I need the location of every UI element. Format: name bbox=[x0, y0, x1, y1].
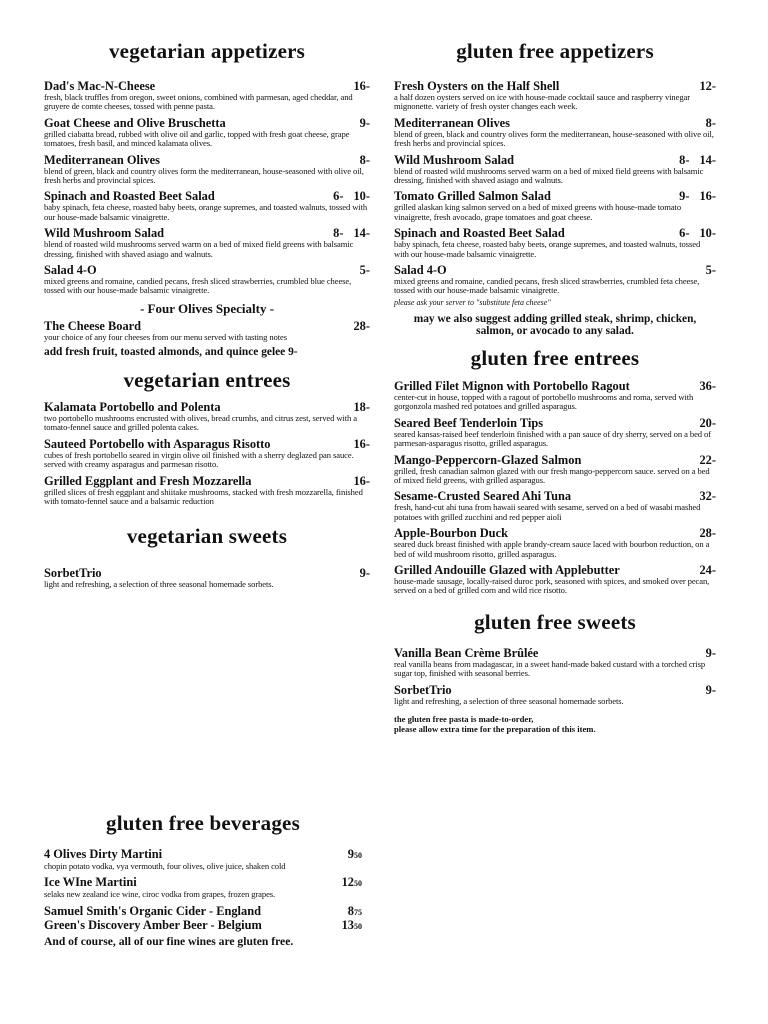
price-value: 5- bbox=[359, 263, 370, 278]
item-name: Fresh Oysters on the Half Shell bbox=[394, 79, 560, 93]
item-description: grilled, fresh canadian salmon glazed with our fresh mango-peppercorn sauce. served on a bed of mixed field greens, with grilled asparagus. bbox=[394, 465, 710, 486]
item-name: Mango-Peppercorn-Glazed Salmon bbox=[394, 452, 582, 467]
menu-item bbox=[394, 454, 716, 486]
price-value-large: 10- bbox=[699, 226, 716, 241]
item-price bbox=[342, 848, 362, 862]
item-price bbox=[673, 154, 716, 167]
menu-item bbox=[44, 919, 362, 933]
item-price bbox=[693, 380, 716, 393]
item-price bbox=[693, 417, 716, 430]
menu-item-list bbox=[44, 848, 362, 933]
section-heading: vegetarian appetizers bbox=[108, 39, 306, 63]
item-price bbox=[347, 438, 370, 451]
item-price bbox=[693, 80, 716, 93]
item-name: Dad's Mac-N-Cheese bbox=[44, 79, 156, 93]
price-cents: 50 bbox=[354, 879, 362, 889]
menu-item-list bbox=[44, 80, 370, 296]
menu-item bbox=[44, 848, 362, 871]
section-veg-appetizers bbox=[44, 38, 370, 359]
item-price bbox=[700, 264, 716, 277]
section-veg-entrees bbox=[44, 367, 370, 511]
price-value: 6- bbox=[333, 189, 344, 204]
menu-item-list bbox=[394, 80, 716, 307]
section-gf-entrees bbox=[394, 345, 716, 601]
item-name: 4 Olives Dirty Martini bbox=[44, 847, 163, 861]
item-price: 28- bbox=[353, 318, 370, 333]
menu-item bbox=[394, 117, 716, 149]
price-value: 9- bbox=[359, 115, 370, 130]
item-name: Tomato Grilled Salmon Salad bbox=[394, 189, 551, 204]
price-cents: 50 bbox=[354, 851, 362, 860]
menu-item bbox=[44, 567, 370, 589]
menu-item bbox=[44, 876, 362, 899]
menu-item bbox=[394, 564, 716, 596]
item-name: Spinach and Roasted Beet Salad bbox=[44, 189, 215, 204]
menu-item bbox=[394, 154, 716, 186]
section-gf-sweets bbox=[394, 609, 716, 734]
item-name: Ice WIne Martini bbox=[44, 875, 137, 890]
item-description: real vanilla beans from madagascar, in a sweet hand-made baked custard with a torched crisp sugar top, finished with seasonal berries. bbox=[394, 659, 706, 679]
item-price bbox=[354, 567, 370, 580]
price-value-large: 10- bbox=[353, 189, 370, 204]
item-name: Grilled Andouille Glazed with Applebutter bbox=[394, 563, 620, 578]
item-description: mixed greens and romaine, candied pecans, fresh sliced strawberries, crumbled feta cheese, tossed with our house-made balsamic vinaigrette. bbox=[394, 276, 700, 296]
price-value: 5- bbox=[705, 263, 716, 278]
price-value-large: 14- bbox=[699, 152, 716, 167]
item-description: blend of green, black and country olives form the mediterranean, house-seasoned with olive oil, fresh herbs and provincial spices. bbox=[394, 128, 714, 149]
menu-item bbox=[394, 527, 716, 559]
item-name: Seared Beef Tenderloin Tips bbox=[394, 415, 544, 430]
price-value: 9- bbox=[705, 682, 716, 697]
menu-item bbox=[394, 80, 716, 112]
item-name: Wild Mushroom Salad bbox=[394, 152, 515, 167]
item-name: Vanilla Bean Crème Brûlée bbox=[394, 646, 539, 660]
menu-item bbox=[44, 80, 370, 112]
pasta-note-line: please allow extra time for the preparation of this item. bbox=[394, 724, 596, 735]
price-value: 9- bbox=[705, 646, 716, 660]
item-description: blend of green, black and country olives form the mediterranean, house-seasoned with olive oil, fresh herbs and provincial spices. bbox=[44, 165, 364, 186]
item-name: Apple-Bourbon Duck bbox=[394, 526, 508, 541]
menu-item-list bbox=[394, 647, 716, 706]
item-name: The Cheese Board bbox=[44, 318, 142, 333]
item-description: blend of roasted wild mushrooms served warm on a bed of mixed field greens with balsamic dressing, finished with shaved asiago and walnuts. bbox=[394, 165, 704, 186]
section-heading: vegetarian entrees bbox=[123, 368, 291, 392]
menu-item bbox=[44, 905, 362, 919]
menu-item bbox=[394, 190, 716, 222]
item-name: Sauteed Portobello with Asparagus Risotto bbox=[44, 436, 271, 451]
item-description: mixed greens and romaine, candied pecans, fresh sliced strawberries, crumbled blue cheese, tossed with our house-made balsamic vinaigrette. bbox=[44, 276, 352, 296]
item-description: grilled slices of fresh eggplant and shiitake mushrooms, stacked with fresh mozzarella, finished with tomato-fennel sauce and a balsamic reduction bbox=[44, 486, 363, 507]
item-name: Salad 4-O bbox=[394, 263, 447, 278]
item-description: seared duck breast finished with apple brandy-cream sauce laced with bourbon reduction, on a bed of wild mushroom risotto, grilled asparagus. bbox=[394, 539, 710, 559]
menu-item bbox=[44, 401, 370, 433]
menu-item-list bbox=[394, 380, 716, 596]
closing-note: And of course, all of our fine wines are gluten free. bbox=[44, 934, 294, 948]
section-heading: gluten free appetizers bbox=[456, 39, 654, 63]
price-value: 9 bbox=[347, 847, 354, 861]
menu-item-list bbox=[44, 401, 370, 506]
price-value: 9- bbox=[359, 566, 370, 580]
item-description: a half dozen oysters served on ice with house-made cocktail sauce and raspberry vinegar mignonette. variety of fresh oyster changes each week. bbox=[394, 92, 691, 112]
item-name: SorbetTrio bbox=[44, 566, 102, 580]
item-price bbox=[342, 905, 362, 919]
section-heading: gluten free sweets bbox=[474, 610, 636, 634]
item-name: Sesame-Crusted Seared Ahi Tuna bbox=[394, 489, 572, 504]
section-gf-appetizers bbox=[394, 38, 716, 338]
item-price bbox=[700, 117, 716, 130]
item-price bbox=[354, 117, 370, 130]
item-price bbox=[336, 876, 362, 890]
menu-item bbox=[394, 380, 716, 412]
section-heading: vegetarian sweets bbox=[126, 524, 288, 548]
price-value: 18- bbox=[353, 400, 370, 414]
item-price bbox=[693, 454, 716, 467]
item-name: Grilled Eggplant and Fresh Mozzarella bbox=[44, 473, 252, 488]
item-name: Wild Mushroom Salad bbox=[44, 226, 165, 241]
item-description: your choice of any four cheeses from our menu served with tasting notes bbox=[44, 331, 288, 342]
item-price bbox=[700, 684, 716, 697]
menu-item bbox=[394, 264, 716, 307]
item-description: fresh, hand-cut ahi tuna from hawaii seared with sesame, served on a bed of wasabi mashed potatoes with grilled zucchini and red pepper aioli bbox=[394, 502, 701, 522]
item-description: blend of roasted wild mushrooms served warm on a bed of mixed field greens with balsamic dressing, finished with shaved asiago and walnuts. bbox=[44, 239, 354, 259]
item-name: Kalamata Portobello and Polenta bbox=[44, 400, 221, 414]
price-value: 12 bbox=[341, 875, 354, 890]
item-description: center-cut in house, topped with a ragout of portobello mushrooms and roma, served with gorgonzola mashed red potatoes and grilled asparagus. bbox=[394, 392, 694, 412]
item-description: two portobello mushrooms encrusted with olives, bread crumbs, and citrus zest, served with a tomato-fennel sauce and grilled polenta cakes. bbox=[44, 413, 357, 433]
price-value-large: 14- bbox=[353, 226, 370, 241]
menu-item bbox=[394, 647, 716, 679]
menu-item bbox=[394, 227, 716, 259]
menu-item bbox=[44, 190, 370, 222]
item-description: grilled alaskan king salmon served on a bed of mixed greens with house-made tomato vinaigrette, fresh avocado, grape tomatoes and goat cheese. bbox=[394, 202, 682, 222]
menu-item bbox=[44, 154, 370, 186]
addon-note: add fresh fruit, toasted almonds, and quince gelee 9- bbox=[44, 346, 298, 359]
item-name: SorbetTrio bbox=[394, 682, 452, 697]
price-value: 16- bbox=[353, 473, 370, 488]
price-cents: 75 bbox=[354, 907, 362, 917]
menu-item bbox=[394, 684, 716, 706]
price-value: 16- bbox=[353, 436, 370, 451]
item-name: Goat Cheese and Olive Bruschetta bbox=[44, 115, 226, 130]
menu-item bbox=[394, 417, 716, 449]
pasta-note bbox=[394, 714, 716, 734]
item-description: cubes of fresh portobello seared in virgin olive oil finished with a sherry deglazed pan sauce. served with creamy asparagus and parmesan risotto. bbox=[44, 449, 354, 470]
item-description: light and refreshing, a selection of three seasonal homemade sorbets. bbox=[44, 579, 274, 589]
item-price bbox=[347, 475, 370, 488]
item-name: Samuel Smith's Organic Cider - England bbox=[44, 903, 261, 918]
price-value: 24- bbox=[699, 563, 716, 578]
section-heading: gluten free entrees bbox=[470, 346, 640, 370]
menu-item bbox=[44, 227, 370, 259]
menu-item bbox=[44, 320, 370, 342]
section-gf-beverages bbox=[44, 810, 362, 949]
price-value: 16- bbox=[353, 79, 370, 93]
price-value: 8- bbox=[679, 152, 690, 167]
price-value: 8- bbox=[333, 226, 344, 241]
price-value: 22- bbox=[699, 452, 716, 467]
item-note: please ask your server to "substitute feta cheese" bbox=[394, 297, 551, 307]
menu-item bbox=[44, 475, 370, 507]
menu-item bbox=[44, 117, 370, 149]
item-name: Mediterranean Olives bbox=[394, 115, 510, 130]
item-description: grilled ciabatta bread, rubbed with olive oil and garlic, topped with fresh goat cheese, grape tomatoes, fresh basil, and minced kalamata olives. bbox=[44, 128, 350, 149]
item-description: baby spinach, feta cheese, roasted baby beets, orange supremes, and toasted walnuts, tossed with our house-made balsamic vinaigrette. bbox=[394, 239, 701, 259]
price-value: 8- bbox=[359, 152, 370, 167]
specialty-heading: - Four Olives Specialty - bbox=[139, 300, 275, 316]
menu-item bbox=[394, 490, 716, 522]
item-description: selaks new zealand ice wine, ciroc vodka from grapes, frozen grapes. bbox=[44, 889, 276, 900]
price-cents: 50 bbox=[354, 921, 362, 931]
item-name: Spinach and Roasted Beet Salad bbox=[394, 226, 565, 241]
item-name: Salad 4-O bbox=[44, 263, 97, 278]
item-description: chopin potato vodka, vya vermouth, four olives, olive juice, shaken cold bbox=[44, 861, 286, 871]
item-description: fresh, black truffles from oregon, sweet onions, combined with parmesan, aged cheddar, and gruyere de comte cheeses, tossed with penne pasta. bbox=[44, 92, 353, 112]
suggestion-note: may we also suggest adding grilled steak, shrimp, chicken, salmon, or avocado to any salad. bbox=[413, 312, 697, 338]
menu-item bbox=[44, 438, 370, 470]
price-value: 6- bbox=[679, 226, 690, 241]
price-value: 8 bbox=[347, 903, 354, 918]
item-name: Grilled Filet Mignon with Portobello Ragout bbox=[394, 379, 630, 393]
price-value: 8- bbox=[705, 115, 716, 130]
price-value: 28- bbox=[699, 526, 716, 541]
item-price bbox=[336, 919, 362, 933]
price-value: 20- bbox=[699, 415, 716, 430]
price-value: 9- bbox=[679, 189, 690, 204]
item-name: Mediterranean Olives bbox=[44, 152, 160, 167]
pasta-note-line: the gluten free pasta is made-to-order, bbox=[394, 714, 534, 725]
item-description: house-made sausage, locally-raised duroc pork, seasoned with spices, and smoked over pecan, served on a bed of grilled corn and wild rice risotto. bbox=[394, 576, 710, 596]
item-description: baby spinach, feta cheese, roasted baby beets, orange supremes, and toasted walnuts, tossed with our house-made balsamic vinaigrette. bbox=[44, 202, 368, 222]
price-value: 12- bbox=[699, 79, 716, 93]
price-value: 13 bbox=[341, 917, 354, 932]
item-price bbox=[354, 154, 370, 167]
item-name: Green's Discovery Amber Beer - Belgium bbox=[44, 917, 262, 932]
price-value-large: 16- bbox=[699, 189, 716, 204]
price-value: 32- bbox=[699, 489, 716, 504]
menu-item-list bbox=[44, 567, 370, 589]
menu-item bbox=[44, 264, 370, 296]
section-veg-sweets bbox=[44, 523, 370, 594]
section-heading: gluten free beverages bbox=[106, 811, 300, 835]
item-price bbox=[354, 264, 370, 277]
price-value: 36- bbox=[699, 379, 716, 393]
item-description: seared kansas-raised beef tenderloin finished with a pan sauce of dry sherry, served on a bed of parmesan-asparagus risotto, grilled asparagus. bbox=[394, 428, 711, 449]
item-description: light and refreshing, a selection of three seasonal homemade sorbets. bbox=[394, 695, 624, 706]
